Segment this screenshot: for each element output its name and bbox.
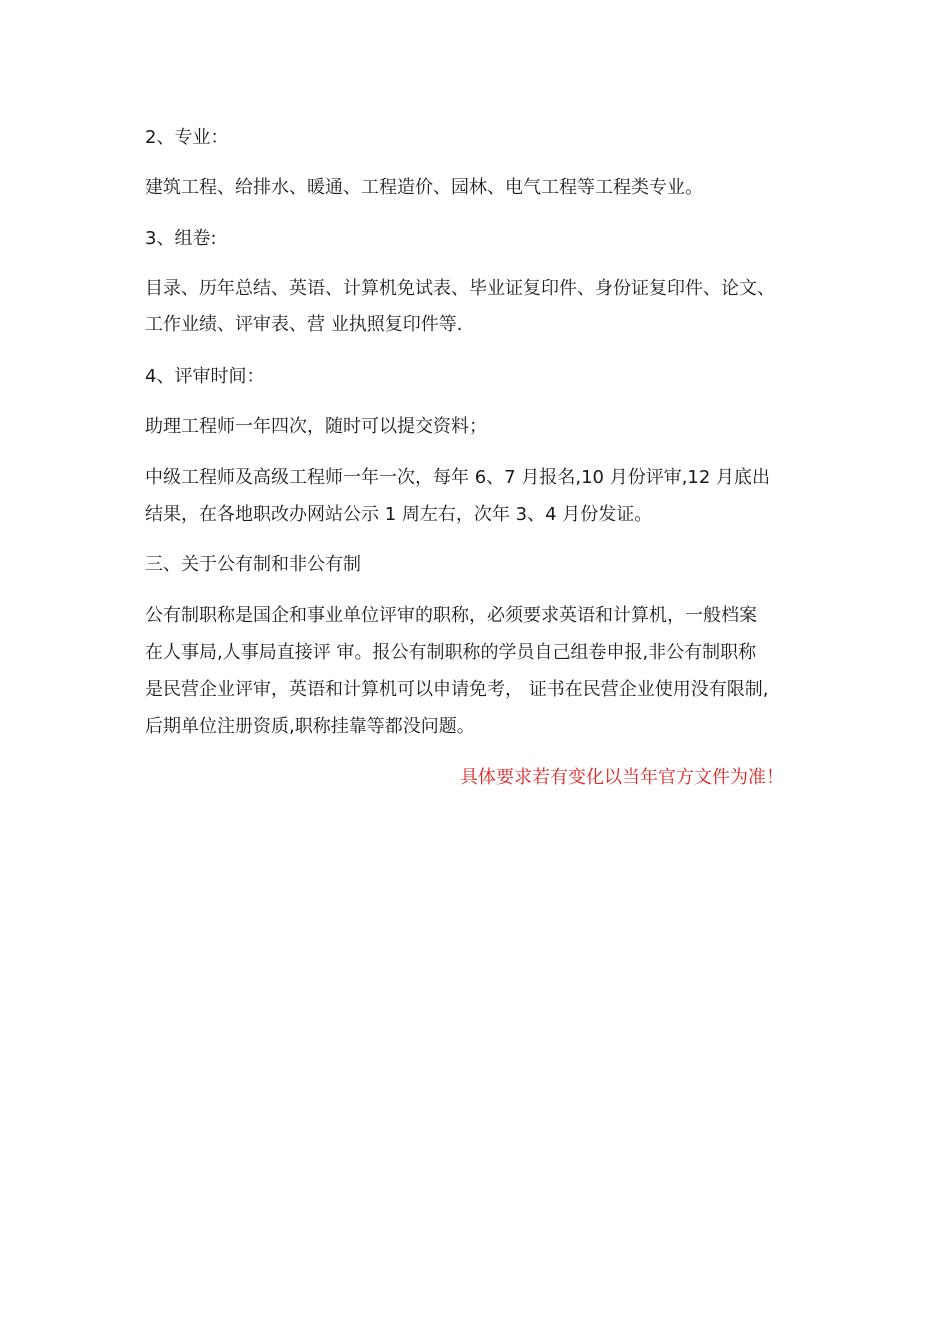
section-3-body-line-2: 工作业绩、评审表、营 业执照复印件等. (145, 314, 463, 335)
part-3-body-line-2: 在人事局,人事局直接评 审。报公有制职称的学员自己组卷申报,非公有制职称 (145, 642, 757, 663)
section-4-body-2-line-2: 结果，在各地职改办网站公示 1 周左右，次年 3、4 月份发证。 (145, 504, 653, 525)
part-3-body-line-4: 后期单位注册资质,职称挂靠等都没问题。 (145, 716, 475, 737)
part-3-body-line-3: 是民营企业评审，英语和计算机可以申请免考， 证书在民营企业使用没有限制, (145, 679, 769, 700)
section-3-body-line-1: 目录、历年总结、英语、计算机免试表、毕业证复印件、身份证复印件、论文、 (145, 278, 775, 299)
section-4-body-1: 助理工程师一年四次，随时可以提交资料； (145, 416, 487, 437)
notice-text: 具体要求若有变化以当年官方文件为准！ (460, 767, 784, 788)
part-3-body-line-1: 公有制职称是国企和事业单位评审的职称，必须要求英语和计算机，一般档案 (145, 605, 757, 626)
section-4-heading: 4、评审时间： (145, 366, 265, 387)
section-2-body: 建筑工程、给排水、暖通、工程造价、园林、电气工程等工程类专业。 (145, 177, 703, 198)
section-3-heading: 3、组卷: (145, 228, 217, 249)
part-3-heading: 三、关于公有制和非公有制 (145, 554, 361, 575)
section-4-body-2-line-1: 中级工程师及高级工程师一年一次，每年 6、7 月报名,10 月份评审,12 月底出 (145, 467, 771, 488)
section-2-heading: 2、专业： (145, 127, 229, 148)
